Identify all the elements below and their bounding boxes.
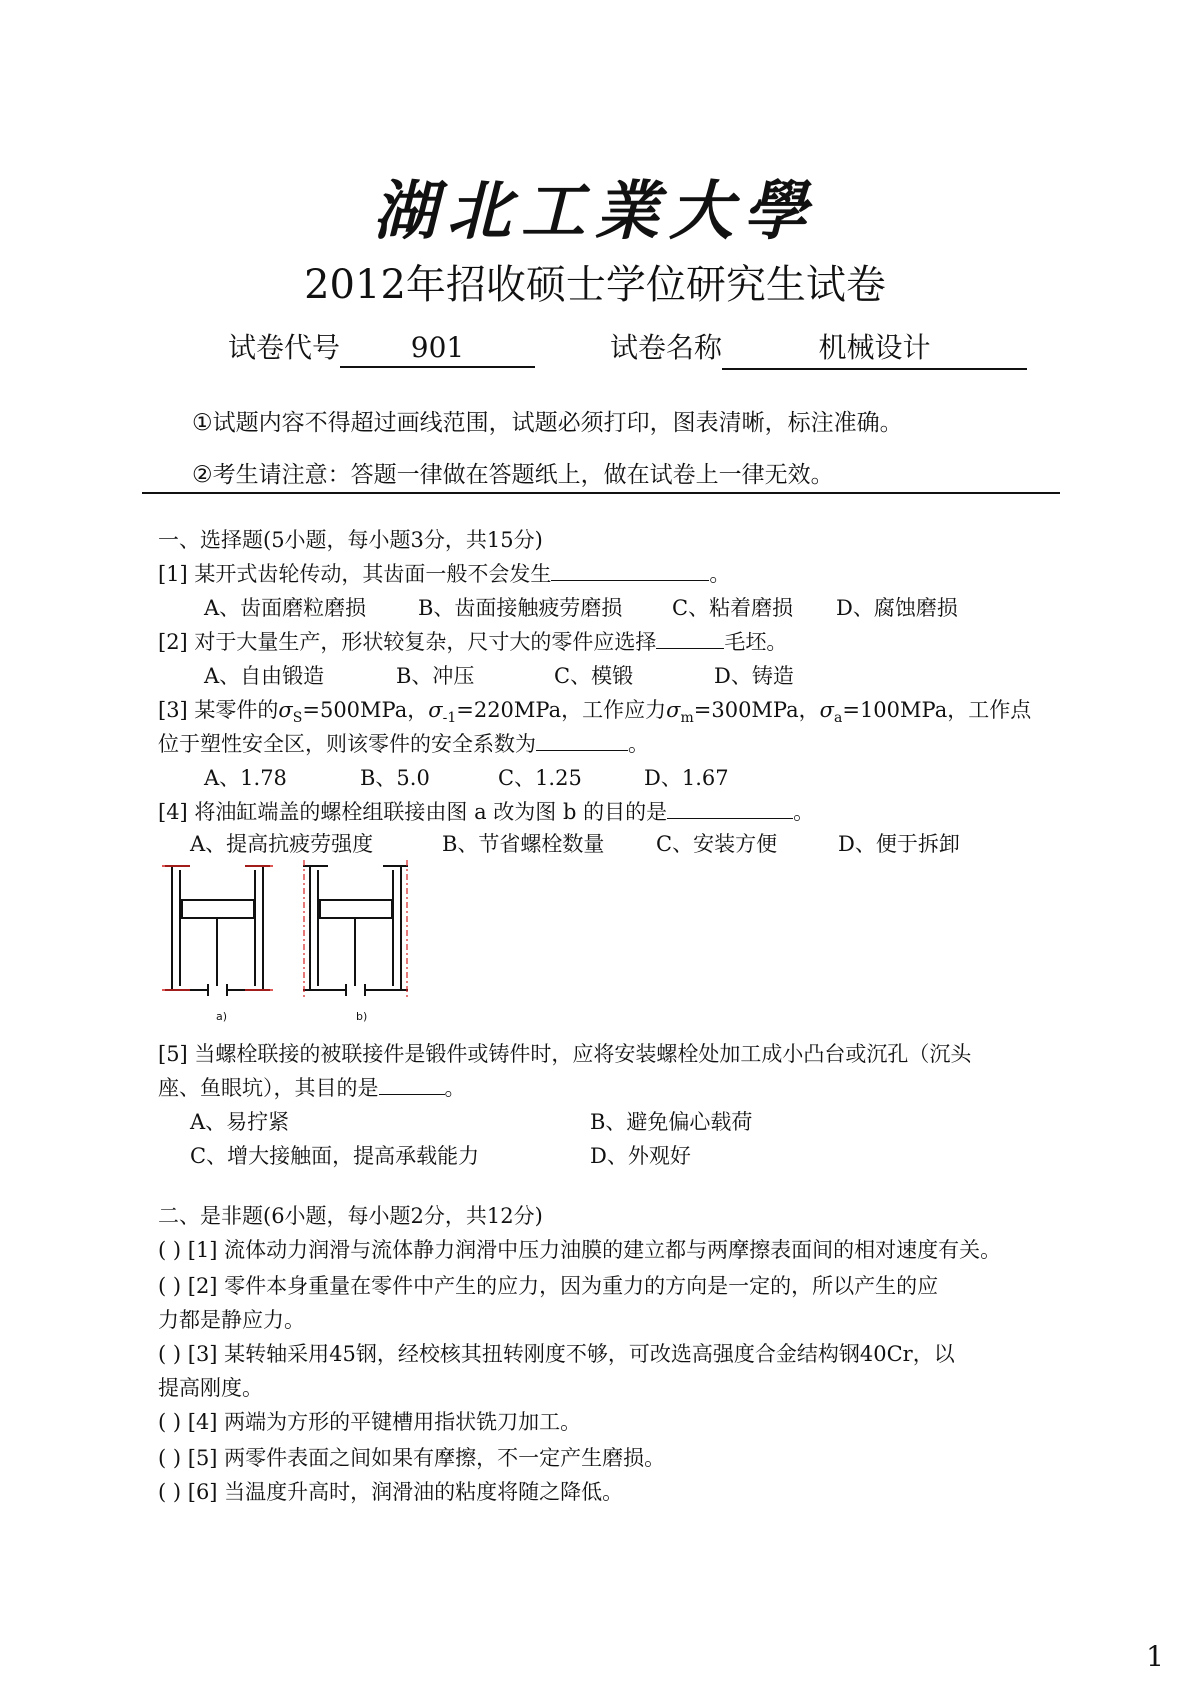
q4-option-a: A、提高抗疲劳强度: [190, 832, 374, 856]
question-end: 。: [444, 1076, 466, 1100]
question-5: [5] 当螺栓联接的被联接件是锻件或铸件时，应将安装螺栓处加工成小凸台或沉孔（沉头: [158, 1042, 972, 1066]
q3-text-part: =100MPa，工作点: [842, 698, 1032, 722]
q4-option-b: B、节省螺栓数量: [442, 832, 605, 856]
question-4: [158, 796, 814, 826]
judge-item-6: [158, 1476, 623, 1506]
university-logo: 湖北工業大學: [373, 174, 817, 249]
question-end: 毛坯。: [724, 630, 788, 654]
judge-item-1: [158, 1234, 1001, 1264]
notice-2: ②考生请注意：答题一律做在答题纸上，做在试卷上一律无效。: [192, 462, 834, 488]
q3-option-a: A、1.78: [204, 766, 287, 790]
q5-option-b: B、避免偏心载荷: [590, 1110, 753, 1134]
subscript: S: [292, 710, 303, 727]
q1-option-d: D、腐蚀磨损: [836, 596, 958, 620]
question-end: 。: [793, 800, 815, 824]
q3-text-part: =300MPa，: [693, 698, 820, 722]
cylinder-figure: [160, 860, 430, 1025]
q4-option-d: D、便于拆卸: [838, 832, 960, 856]
subscript: a: [833, 710, 843, 727]
answer-bracket: ( ): [158, 1238, 182, 1262]
exam-code-value: 901: [340, 331, 535, 368]
question-2: [158, 626, 787, 656]
exam-name-value: 机械设计: [722, 326, 1027, 370]
question-3: [158, 694, 1031, 726]
q2-option-b: B、冲压: [396, 664, 475, 688]
figure-b-label: b): [356, 1010, 368, 1023]
exam-title: 2012年招收硕士学位研究生试卷: [304, 262, 886, 308]
q3-text-part: =500MPa，: [302, 698, 429, 722]
answer-bracket: ( ): [158, 1342, 182, 1366]
q3-option-c: C、1.25: [498, 766, 582, 790]
q3-option-d: D、1.67: [644, 766, 729, 790]
q2-option-c: C、模锻: [554, 664, 634, 688]
answer-blank: [379, 1076, 445, 1095]
figure-a-label: a): [216, 1010, 228, 1023]
answer-blank: [551, 562, 709, 581]
q4-option-c: C、安装方便: [656, 832, 778, 856]
answer-blank: [667, 800, 793, 819]
question-1-text: [1] 某开式齿轮传动，其齿面一般不会发生: [158, 562, 552, 586]
judge-item-2: [158, 1270, 938, 1300]
q3-text-part: =220MPa，工作应力: [456, 698, 667, 722]
judge-text: [3] 某转轴采用45钢，经校核其扭转刚度不够，可改选高强度合金结构钢40Cr，以: [187, 1342, 955, 1366]
question-5-cont: [158, 1072, 466, 1102]
sigma-symbol: σ: [819, 698, 834, 722]
subscript: m: [680, 710, 694, 727]
q2-option-d: D、铸造: [714, 664, 794, 688]
answer-bracket: ( ): [158, 1446, 182, 1470]
answer-bracket: ( ): [158, 1480, 182, 1504]
judge-item-2-cont: 力都是静应力。: [158, 1308, 305, 1332]
q3-option-b: B、5.0: [360, 766, 430, 790]
page-number: 1: [1146, 1640, 1164, 1673]
question-4-text: [4] 将油缸端盖的螺栓组联接由图 a 改为图 b 的目的是: [158, 800, 668, 824]
notice-1: ①试题内容不得超过画线范围，试题必须打印，图表清晰，标注准确。: [192, 410, 903, 436]
q1-option-c: C、粘着磨损: [672, 596, 794, 620]
q5-option-a: A、易拧紧: [190, 1110, 290, 1134]
q1-option-a: A、齿面磨粒磨损: [204, 596, 367, 620]
exam-name-row: [610, 326, 1027, 370]
question-1: [158, 558, 730, 588]
q5-option-c: C、增大接触面，提高承载能力: [190, 1144, 480, 1168]
answer-blank: [656, 630, 724, 649]
judge-text: [6] 当温度升高时，润滑油的粘度将随之降低。: [187, 1480, 624, 1504]
exam-name-label: 试卷名称: [610, 331, 723, 364]
judge-text: [1] 流体动力润滑与流体静力润滑中压力油膜的建立都与两摩擦表面间的相对速度有关。: [187, 1238, 1002, 1262]
judge-text: [5] 两零件表面之间如果有摩擦，不一定产生磨损。: [187, 1446, 666, 1470]
judge-item-4: [158, 1406, 581, 1436]
q3-text-part: [3] 某零件的: [158, 698, 279, 722]
judge-item-3: [158, 1338, 955, 1368]
sigma-symbol: σ: [428, 698, 443, 722]
q1-option-b: B、齿面接触疲劳磨损: [418, 596, 623, 620]
q5-text-part: 座、鱼眼坑），其目的是: [158, 1076, 379, 1100]
q3-text-part: 位于塑性安全区，则该零件的安全系数为: [158, 732, 536, 756]
section2-heading: 二、是非题(6小题，每小题2分，共12分): [158, 1204, 543, 1228]
q2-option-a: A、自由锻造: [204, 664, 325, 688]
judge-text: [4] 两端为方形的平键槽用指状铣刀加工。: [187, 1410, 582, 1434]
answer-blank: [536, 732, 628, 751]
sigma-symbol: σ: [278, 698, 293, 722]
judge-item-3-cont: 提高刚度。: [158, 1376, 263, 1400]
question-3-cont: [158, 728, 649, 758]
question-end: 。: [628, 732, 649, 756]
exam-code-row: [228, 326, 535, 368]
question-2-text: [2] 对于大量生产，形状较复杂，尺寸大的零件应选择: [158, 630, 657, 654]
header-divider: [142, 492, 1060, 494]
subscript: -1: [442, 710, 457, 727]
sigma-symbol: σ: [666, 698, 681, 722]
exam-code-label: 试卷代号: [228, 331, 341, 364]
answer-bracket: ( ): [158, 1274, 182, 1298]
figure-b: [303, 866, 408, 996]
figure-a: [165, 866, 270, 996]
judge-text: [2] 零件本身重量在零件中产生的应力，因为重力的方向是一定的，所以产生的应: [187, 1274, 939, 1298]
judge-item-5: [158, 1442, 665, 1472]
q5-option-d: D、外观好: [590, 1144, 691, 1168]
answer-bracket: ( ): [158, 1410, 182, 1434]
question-end: 。: [709, 562, 731, 586]
section1-heading: 一、选择题(5小题，每小题3分，共15分): [158, 528, 543, 552]
